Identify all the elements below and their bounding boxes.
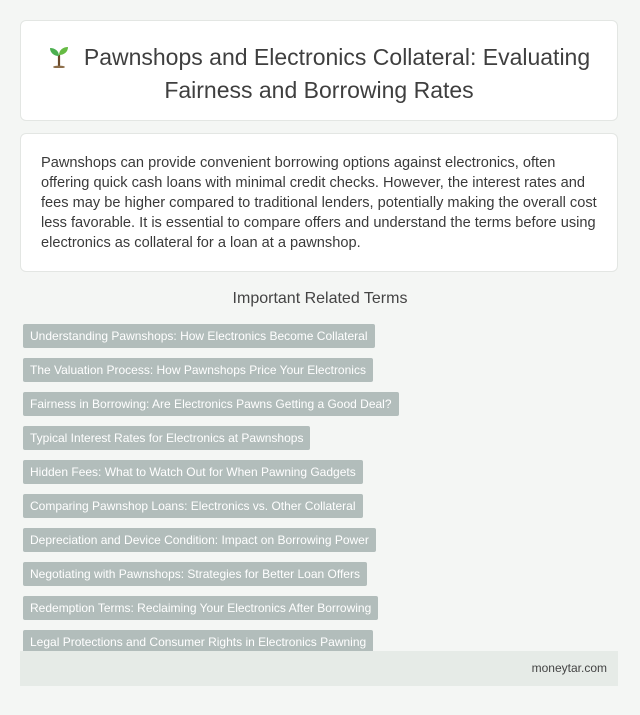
related-term-tag[interactable]: Hidden Fees: What to Watch Out for When Pawning Gadgets (23, 460, 363, 484)
summary-card (20, 133, 618, 272)
related-terms-heading: Important Related Terms (232, 290, 408, 307)
title-card (20, 20, 618, 121)
related-term-tag[interactable]: Redemption Terms: Reclaiming Your Electronics After Borrowing (23, 596, 378, 620)
page-title-block (45, 42, 593, 105)
related-term-tag[interactable]: Legal Protections and Consumer Rights in Electronics Pawning (23, 630, 373, 654)
related-terms-list (23, 324, 399, 664)
related-term-tag[interactable]: Depreciation and Device Condition: Impact on Borrowing Power (23, 528, 376, 552)
summary-text: Pawnshops can provide convenient borrowing options against electronics, often offering quick cash loans with minimal credit checks. However, the interest rates and fees may be higher compared to traditional lenders, potentially making the overall cost less favorable. It is essential to compare offers and understand the terms before using electronics as collateral for a loan at a pawnshop. (41, 155, 597, 251)
related-term-tag[interactable]: Fairness in Borrowing: Are Electronics Pawns Getting a Good Deal? (23, 392, 399, 416)
sprout-icon (48, 44, 70, 75)
related-term-tag[interactable]: Negotiating with Pawnshops: Strategies for Better Loan Offers (23, 562, 367, 586)
related-term-tag[interactable]: Understanding Pawnshops: How Electronics Become Collateral (23, 324, 375, 348)
footer (20, 651, 618, 686)
footer-site[interactable]: moneytar.com (531, 661, 607, 675)
page-title: Pawnshops and Electronics Collateral: Evaluating Fairness and Borrowing Rates (83, 44, 591, 103)
related-term-tag[interactable]: Comparing Pawnshop Loans: Electronics vs. Other Collateral (23, 494, 363, 518)
related-term-tag[interactable]: Typical Interest Rates for Electronics at Pawnshops (23, 426, 310, 450)
related-term-tag[interactable]: The Valuation Process: How Pawnshops Price Your Electronics (23, 358, 373, 382)
